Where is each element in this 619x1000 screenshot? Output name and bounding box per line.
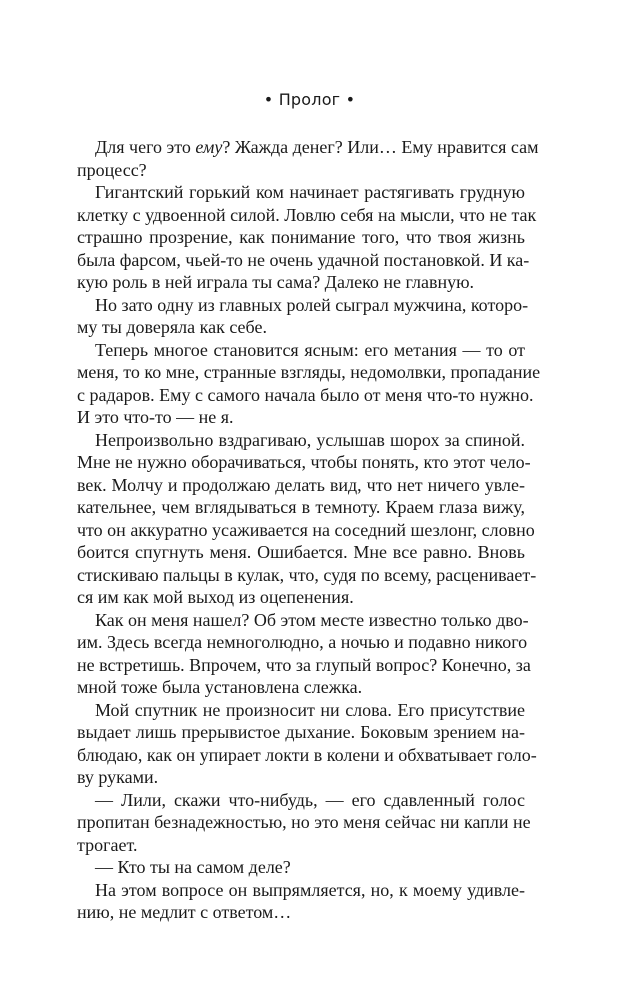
text-line: — Кто ты на самом деле? (95, 857, 291, 877)
text-line: На этом вопросе он выпрямляется, но, к моему удивле- (95, 879, 525, 900)
text-line: трогает. (77, 834, 138, 855)
text-line: блюдаю, как он упирает локти в колени и обхватывает голо- (77, 744, 537, 765)
text-line: Как он меня нашел? Об этом месте известно только дво- (95, 609, 529, 630)
emphasis-text: ему (195, 137, 223, 157)
text-line: И это что-то — не я. (77, 407, 234, 427)
chapter-header: • Пролог • (263, 90, 356, 109)
text-line: нию, не медлит с ответом… (77, 902, 292, 922)
text-line: Непроизвольно вздрагиваю, услышав шорох за спиной. (95, 429, 525, 450)
text-line: пропитан безнадежностью, но это меня сейчас ни капли не (77, 812, 531, 832)
text-fragment: ? Жажда денег? Или… Ему нравится сам (222, 137, 539, 157)
text-line: боится спугнуть меня. Ошибается. Мне все равно. Вновь (77, 542, 525, 562)
text-line: не встретишь. Впрочем, что за глупый вопрос? Конечно, за (77, 654, 531, 675)
text-line: была фарсом, чьей-то не очень удачной постановкой. И ка- (77, 249, 530, 270)
text-line: му ты доверяла как себе. (77, 317, 267, 337)
text-line: стискиваю пальцы в кулак, что, судя по всему, расценивает- (77, 564, 537, 585)
text-fragment: Для чего это (95, 137, 196, 157)
body-text (77, 136, 541, 924)
text-line: Но зато одну из главных ролей сыграл мужчина, которо- (95, 294, 529, 315)
text-line: Гигантский горький ком начинает растягивать грудную (95, 182, 525, 202)
text-line: меня, то ко мне, странные взгляды, недомолвки, пропадание (77, 362, 541, 382)
text-line: — Лили, скажи что-нибудь, — его сдавленный голос (95, 789, 525, 810)
text-line: век. Молчу и продолжаю делать вид, что нет ничего увле- (77, 474, 525, 495)
text-line: мной тоже была установлена слежка. (77, 677, 363, 697)
text-line: Теперь многое становится ясным: его метания — то от (95, 339, 525, 360)
text-line: ву руками. (77, 767, 159, 787)
text-line: выдает лишь прерывистое дыхание. Боковым зрением на- (77, 722, 525, 742)
text-line: что он аккуратно усаживается на соседний шезлонг, словно (77, 519, 535, 540)
text-line: Мой спутник не произносит ни слова. Его присутствие (95, 699, 525, 720)
text-line: кательнее, чем вглядываться в темноту. Краем глаза вижу, (77, 497, 525, 517)
text-line: страшно прозрение, как понимание того, что твоя жизнь (77, 227, 525, 247)
text-line: кую роль в ней играла ты сама? Далеко не главную. (77, 272, 475, 292)
text-line: Мне не нужно оборачиваться, чтобы понять, кто этот чело- (77, 452, 531, 472)
text-line: процесс? (77, 159, 147, 180)
text-line: клетку с удвоенной силой. Ловлю себя на мысли, что не так (77, 204, 537, 225)
text-line (95, 136, 539, 159)
text-line: с радаров. Ему с самого начала было от меня что-то нужно. (77, 384, 534, 405)
text-line: ся им как мой выход из оцепенения. (77, 587, 354, 607)
text-line: им. Здесь всегда немноголюдно, а ночью и подавно никого (77, 632, 528, 652)
